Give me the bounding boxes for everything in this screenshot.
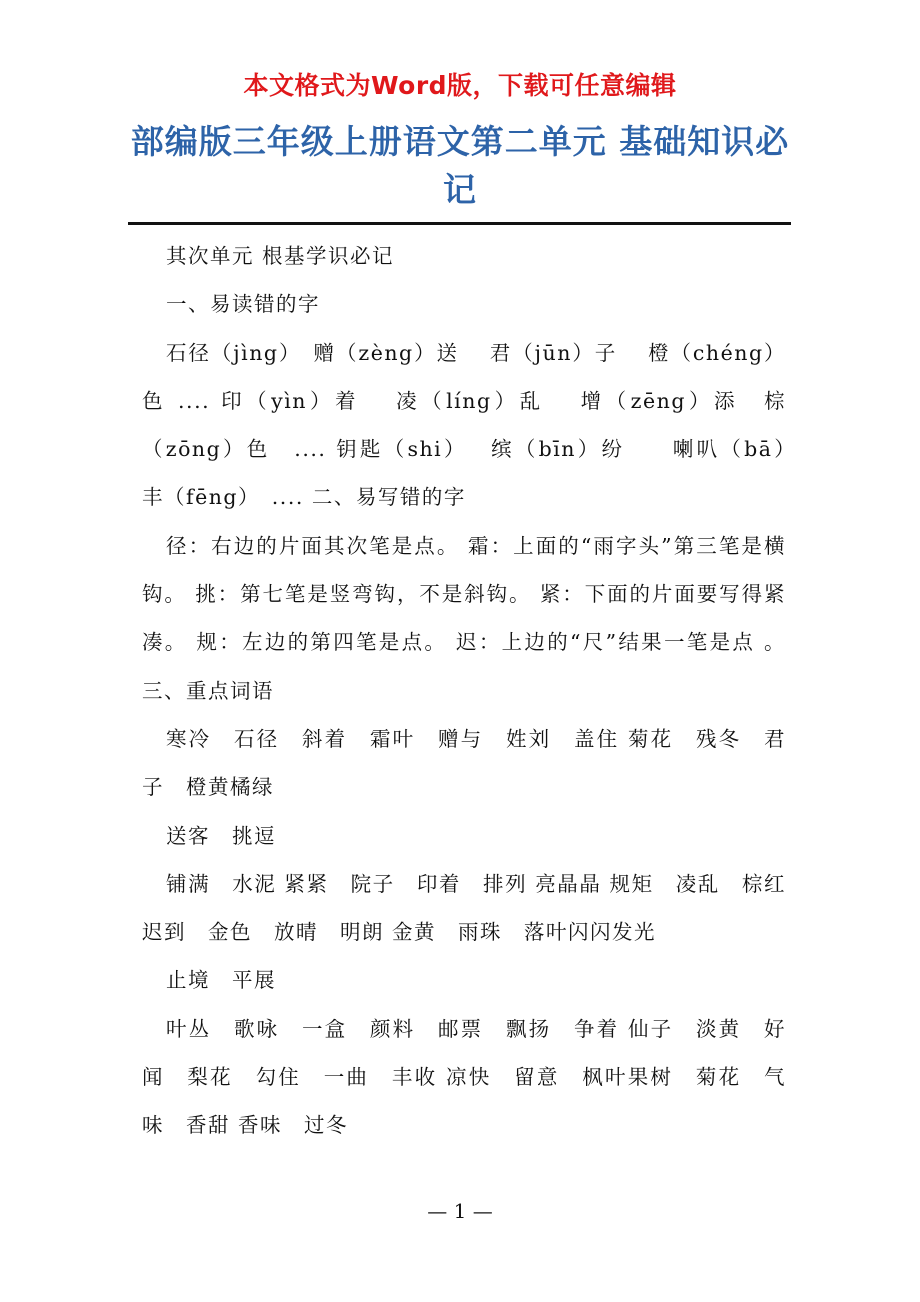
unit-heading: 其次单元 根基学识必记 — [166, 244, 395, 268]
document-title: 部编版三年级上册语文第二单元 基础知识必记 — [130, 122, 790, 209]
title-divider — [128, 222, 791, 225]
misread-characters-paragraph: 石径（jìng） 赠（zèng）送 君（jūn）子 橙（chéng）色 .... 印（yìn）着 凌（líng）乱 增（zēng）添 棕（zōng）色 .... 钥匙（shi） 缤（bīn）纷 喇叭（bā） 丰（fēng） .... 二、易写错的字 — [142, 340, 830, 510]
key-words-group-1: 寒冷 石径 斜着 霜叶 赠与 姓刘 盖住 菊花 残冬 君子 橙黄橘绿 — [142, 726, 786, 800]
word-format-notice: 本文格式为Word版，下载可任意编辑 — [243, 71, 677, 100]
key-words-group-2: 送客 挑逗 — [166, 823, 276, 848]
key-words-group-4: 止境 平展 — [166, 968, 276, 993]
section-heading-misread-characters: 一、易读错的字 — [166, 292, 320, 317]
page-number: — 1 — — [427, 1199, 493, 1223]
miswritten-characters-paragraph: 径：右边的片面其次笔是点。 霜：上面的“雨字头”第三笔是横钩。 挑：第七笔是竖弯钩，不是斜钩。 紧：下面的片面要写得紧凑。 规：左边的第四笔是点。 迟：上边的“尺”结果一笔是点 。 三、重点词语 — [142, 533, 786, 703]
document-body — [142, 232, 830, 1150]
key-words-group-5: 叶丛 歌咏 一盒 颜料 邮票 飘扬 争着 仙子 淡黄 好闻 梨花 勾住 一曲 丰收 凉快 留意 枫叶果树 菊花 气味 香甜 香味 过冬 — [142, 1016, 786, 1138]
key-words-group-3: 铺满 水泥 紧紧 院子 印着 排列 亮晶晶 规矩 凌乱 棕红 迟到 金色 放晴 明朗 金黄 雨珠 落叶闪闪发光 — [142, 871, 808, 945]
